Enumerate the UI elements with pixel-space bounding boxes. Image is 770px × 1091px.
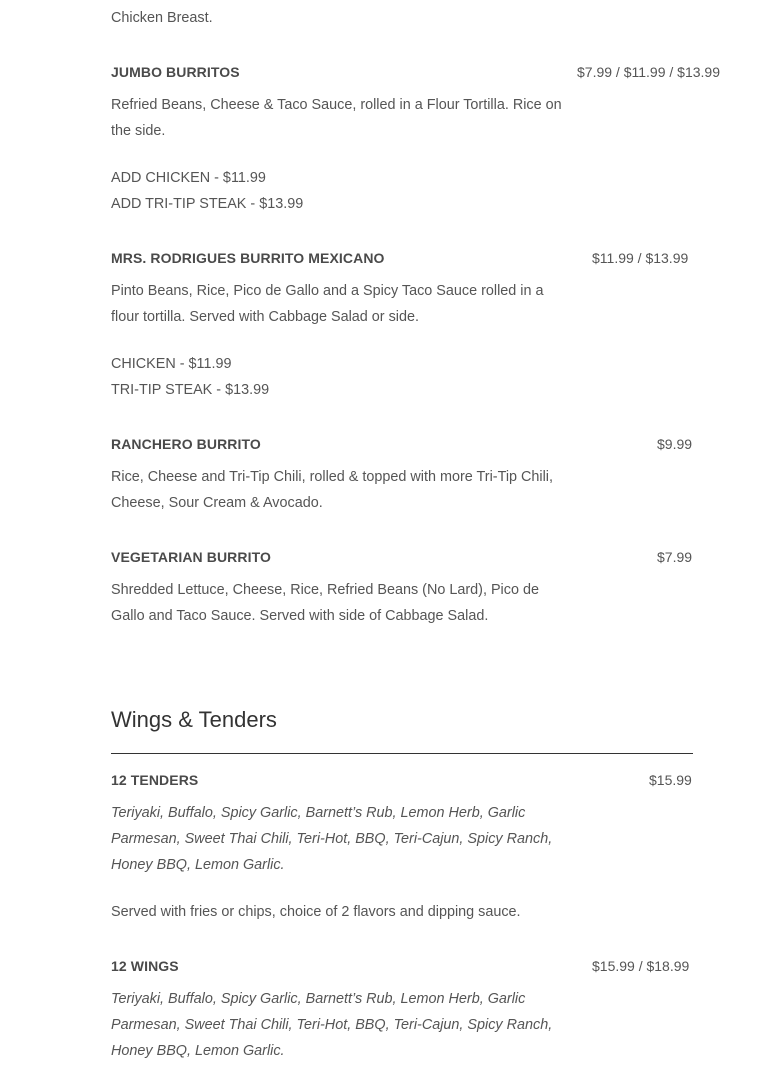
item-flavors: Teriyaki, Buffalo, Spicy Garlic, Barnett’s Rub, Lemon Herb, Garlic Parmesan, Sweet Thai Chili, Teri-Hot, BBQ, Teri-Cajun, Spicy Ranch, Honey BBQ, Lemon Garlic. — [111, 991, 553, 1059]
item-flavors: Teriyaki, Buffalo, Spicy Garlic, Barnett’s Rub, Lemon Herb, Garlic Parmesan, Sweet Thai Chili, Teri-Hot, BBQ, Teri-Cajun, Spicy Ranch, Honey BBQ, Lemon Garlic. — [111, 805, 553, 873]
section-title: Wings & Tenders — [111, 707, 277, 732]
item-price: $11.99 / $13.99 — [592, 250, 689, 266]
item-description: Rice, Cheese and Tri-Tip Chili, rolled & topped with more Tri-Tip Chili, Cheese, Sour Cream & Avocado. — [111, 469, 554, 511]
section-divider — [111, 753, 693, 754]
item-description: Pinto Beans, Rice, Pico de Gallo and a Spicy Taco Sauce rolled in a flour tortilla. Served with Cabbage Salad or side. — [111, 283, 544, 325]
item-price: $15.99 — [649, 772, 692, 788]
item-add-on: TRI-TIP STEAK - $13.99 — [111, 382, 270, 398]
previous-item-description-fragment: Chicken Breast. — [111, 10, 213, 26]
item-name: VEGETARIAN BURRITO — [111, 549, 271, 565]
item-description: Refried Beans, Cheese & Taco Sauce, rolled in a Flour Tortilla. Rice on the side. — [111, 97, 562, 139]
item-add-on: ADD CHICKEN - $11.99 — [111, 170, 266, 186]
item-price: $15.99 / $18.99 — [592, 958, 690, 974]
item-name: 12 TENDERS — [111, 772, 199, 788]
item-name: RANCHERO BURRITO — [111, 436, 261, 452]
item-price: $9.99 — [657, 436, 693, 452]
item-name: JUMBO BURRITOS — [111, 64, 240, 80]
item-name: 12 WINGS — [111, 958, 179, 974]
item-name: MRS. RODRIGUES BURRITO MEXICANO — [111, 250, 385, 266]
item-description: Shredded Lettuce, Cheese, Rice, Refried Beans (No Lard), Pico de Gallo and Taco Sauce. Served with side of Cabbage Salad. — [111, 582, 539, 624]
item-note: Served with fries or chips, choice of 2 flavors and dipping sauce. — [111, 904, 521, 920]
item-price: $7.99 — [657, 549, 693, 565]
item-add-on: CHICKEN - $11.99 — [111, 356, 232, 372]
item-add-on: ADD TRI-TIP STEAK - $13.99 — [111, 196, 304, 212]
item-price: $7.99 / $11.99 / $13.99 — [577, 64, 720, 80]
